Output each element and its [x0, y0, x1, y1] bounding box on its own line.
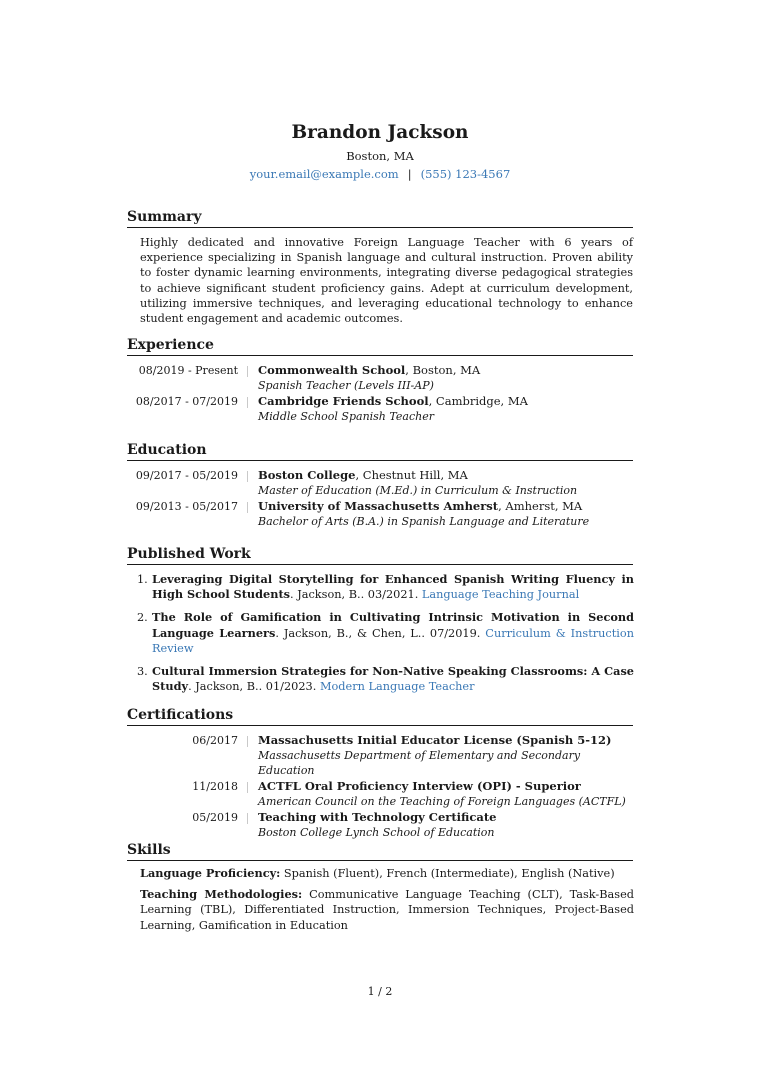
entry-date: 05/2019	[192, 811, 238, 824]
entry-date: 06/2017	[192, 734, 238, 747]
publication-venue-link[interactable]: Language Teaching Journal	[421, 588, 580, 602]
publication-title: Leveraging Digital Storytelling for Enhanced Spanish Writing Fluency in High School Students	[152, 572, 634, 602]
entry-date: 08/2017 - 07/2019	[135, 395, 238, 408]
entry-place: , Chestnut Hill, MA	[355, 468, 468, 482]
skill-item	[140, 887, 634, 933]
publication-number: 3.	[137, 665, 148, 679]
summary-heading-text: Summary	[127, 209, 202, 225]
certification-entry	[0, 733, 760, 778]
certification-entry	[0, 810, 760, 840]
publication-list	[137, 572, 634, 702]
contact-separator: |	[407, 167, 412, 181]
certification-issuer: American Council on the Teaching of Foreign Languages (ACTFL)	[258, 795, 626, 808]
publication-item	[137, 572, 634, 602]
publications-heading	[127, 546, 633, 565]
publication-item	[137, 610, 634, 656]
entry-divider	[247, 397, 248, 408]
phone-link[interactable]: (555) 123-4567	[420, 167, 511, 181]
page-number: 1 / 2	[367, 985, 393, 998]
skill-label: Teaching Methodologies:	[140, 887, 303, 902]
entry-divider	[247, 813, 248, 824]
candidate-location: Boston, MA	[346, 149, 414, 163]
certification-name: ACTFL Oral Proficiency Interview (OPI) - Superior	[258, 779, 581, 793]
education-heading	[127, 442, 633, 461]
certification-issuer: Massachusetts Department of Elementary and Secondary Education	[258, 749, 581, 777]
entry-divider	[247, 736, 248, 747]
summary-text: Highly dedicated and innovative Foreign Language Teacher with 6 years of experience specializing in Spanish language and cultural instruction. Proven ability to foster dynamic learning environments, integrating diverse pedagogical strategies to achieve significant student proficiency gains. Adept at curriculum development, utilizing immersive techniques, and leveraging educational technology to enhance student engagement and academic outcomes.	[140, 236, 633, 326]
certification-name: Massachusetts Initial Educator License (Spanish 5-12)	[258, 733, 612, 747]
publication-item	[137, 664, 634, 694]
skills-list	[140, 866, 634, 939]
entry-divider	[247, 366, 248, 377]
publication-venue-link[interactable]: Modern Language Teacher	[319, 680, 475, 694]
entry-date: 11/2018	[192, 780, 238, 793]
contact-line	[0, 167, 760, 181]
experience-entry	[0, 394, 760, 424]
candidate-name: Brandon Jackson	[291, 122, 469, 143]
certifications-heading-text: Certifications	[127, 707, 234, 723]
education-entry	[0, 468, 760, 498]
entry-place: , Cambridge, MA	[428, 394, 528, 408]
skill-item	[140, 866, 634, 881]
entry-divider	[247, 502, 248, 513]
experience-heading-text: Experience	[127, 337, 214, 353]
publication-number: 2.	[137, 611, 148, 625]
entry-org: Commonwealth School	[258, 363, 406, 377]
certification-issuer: Boston College Lynch School of Education	[258, 826, 495, 839]
experience-list	[0, 363, 760, 425]
entry-place: , Boston, MA	[405, 363, 481, 377]
skill-label: Language Proficiency:	[140, 866, 281, 880]
entry-org: Cambridge Friends School	[258, 394, 429, 408]
publication-title: Cultural Immersion Strategies for Non-Native Speaking Classrooms: A Case Study	[152, 664, 634, 694]
education-entry	[0, 499, 760, 529]
entry-date: 09/2017 - 05/2019	[135, 469, 238, 482]
publication-meta: . Jackson, B., & Chen, L.. 07/2019.	[275, 626, 486, 640]
entry-org: University of Massachusetts Amherst	[258, 499, 499, 513]
entry-role: Spanish Teacher (Levels III-AP)	[258, 379, 434, 392]
entry-role: Middle School Spanish Teacher	[258, 410, 434, 423]
publication-number: 1.	[137, 573, 148, 586]
publication-meta: . Jackson, B.. 03/2021.	[290, 588, 422, 602]
email-link[interactable]: your.email@example.com	[249, 167, 399, 181]
experience-heading	[127, 337, 633, 356]
publication-title: The Role of Gamification in Cultivating Intrinsic Motivation in Second Language Learners	[152, 610, 634, 640]
certification-list	[0, 733, 760, 841]
education-list	[0, 468, 760, 530]
skill-text: Communicative Language Teaching (CLT), Task-Based Learning (TBL), Differentiated Instruction, Immersion Techniques, Project-Based Learning, Gamification in Education	[140, 888, 634, 932]
skills-heading	[127, 842, 633, 861]
certifications-heading	[127, 707, 633, 726]
entry-place: , Amherst, MA	[498, 499, 583, 513]
entry-divider	[247, 471, 248, 482]
publication-venue-link[interactable]: Curriculum & Instruction Review	[152, 626, 634, 655]
education-heading-text: Education	[127, 442, 207, 458]
entry-divider	[247, 782, 248, 793]
certification-entry	[0, 779, 760, 809]
entry-date: 08/2019 - Present	[138, 364, 238, 377]
experience-entry	[0, 363, 760, 393]
skill-text: Spanish (Fluent), French (Intermediate), English (Native)	[280, 867, 615, 880]
certification-name: Teaching with Technology Certificate	[258, 810, 497, 824]
entry-role: Master of Education (M.Ed.) in Curriculum & Instruction	[258, 484, 578, 497]
publication-meta: . Jackson, B.. 01/2023.	[188, 680, 320, 694]
skills-heading-text: Skills	[127, 842, 171, 858]
publications-heading-text: Published Work	[127, 546, 251, 562]
entry-org: Boston College	[258, 468, 356, 482]
summary-heading	[127, 209, 633, 228]
entry-date: 09/2013 - 05/2017	[135, 500, 238, 513]
entry-role: Bachelor of Arts (B.A.) in Spanish Language and Literature	[258, 515, 590, 528]
